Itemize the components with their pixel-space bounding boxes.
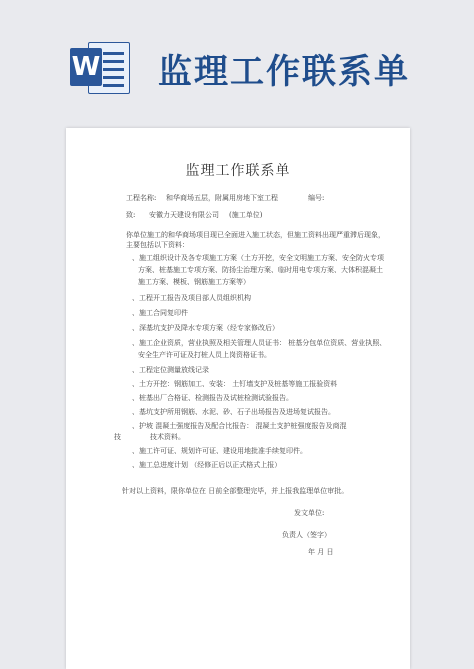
list-item-line: 、深基坑支护及降水专项方案（经专家修改后） [132, 324, 279, 332]
item-prefix: 技 [114, 433, 121, 441]
intro-line: 你单位施工的和华商场项目现已全面进入施工状态，但施工资料出现严重滞后现象， [126, 231, 385, 239]
list-item-line: 、施工企业资质，营业执照及相关管理人员证书： 桩基分包单位资质、营业执照、 [132, 339, 387, 347]
document-title: 监理工作联系单 [185, 163, 291, 179]
banner-title: 监理工作联系单 [158, 52, 410, 92]
list-item-line: 技术资料。 [150, 433, 185, 441]
project-label: 工程名称: [126, 194, 157, 202]
list-item-line: 安全生产许可证及打桩人员上岗资格证书。 [138, 351, 271, 359]
date-label: 年 月 日 [308, 548, 334, 556]
list-item-line: 、施工总进度计划 （经修正后以正式格式上报） [132, 461, 282, 469]
list-item-line: 、工程开工报告及项目部人员组织机构 [132, 294, 251, 302]
list-item-line: 方案、桩基施工专项方案、防扬尘治理方案、临时用电专项方案、大体积混凝土 [138, 266, 383, 274]
intro-line: 主要包括以下资料： [126, 241, 189, 249]
list-item-line: 、施工许可证、规划许可证、建设用地批准手续复印件。 [132, 447, 307, 455]
project-name: 和华商场五层，附属用房地下室工程 [166, 194, 278, 202]
banner [0, 0, 474, 120]
word-document-icon [70, 38, 130, 96]
to-company: 安徽力天建设有限公司 [149, 211, 219, 219]
list-item-line: 、施工合同复印件 [132, 309, 188, 317]
list-item-line: 、土方开挖：钢筋加工、安装： 土钉墙支护及桩基等施工报验资料 [132, 380, 338, 388]
list-item-line: 施工方案、模板、钢筋施工方案等） [138, 278, 250, 286]
closing-text: 针对以上资料，限你单位在 日前全部整理完毕，并上报我监理单位审批。 [122, 487, 349, 495]
responsible-label: 负责人（签字） [282, 531, 331, 539]
list-item-line: 、桩基出厂合格证、检测报告及试桩检测试验报告。 [132, 394, 293, 402]
list-item-line: 、工程定位测量放线记录 [132, 366, 209, 374]
to-label: 致: [126, 211, 136, 219]
number-label: 编号: [308, 194, 325, 202]
list-item-line: 、施工组织设计及各专项施工方案（土方开挖，安全文明施工方案、安全防火专项 [132, 254, 384, 262]
word-letter: W [70, 48, 102, 86]
sender-label: 发文单位: [294, 509, 325, 517]
list-item-line: 、护坡 混凝土强度报告及配合比报告： 混凝土支护桩强度报告及商混 [132, 422, 347, 430]
list-item-line: 、基坑支护所用钢筋、水泥、砂、石子出场报告及进场复试报告。 [132, 408, 335, 416]
document-page [66, 128, 410, 669]
to-suffix: (施工单位) [229, 211, 263, 219]
